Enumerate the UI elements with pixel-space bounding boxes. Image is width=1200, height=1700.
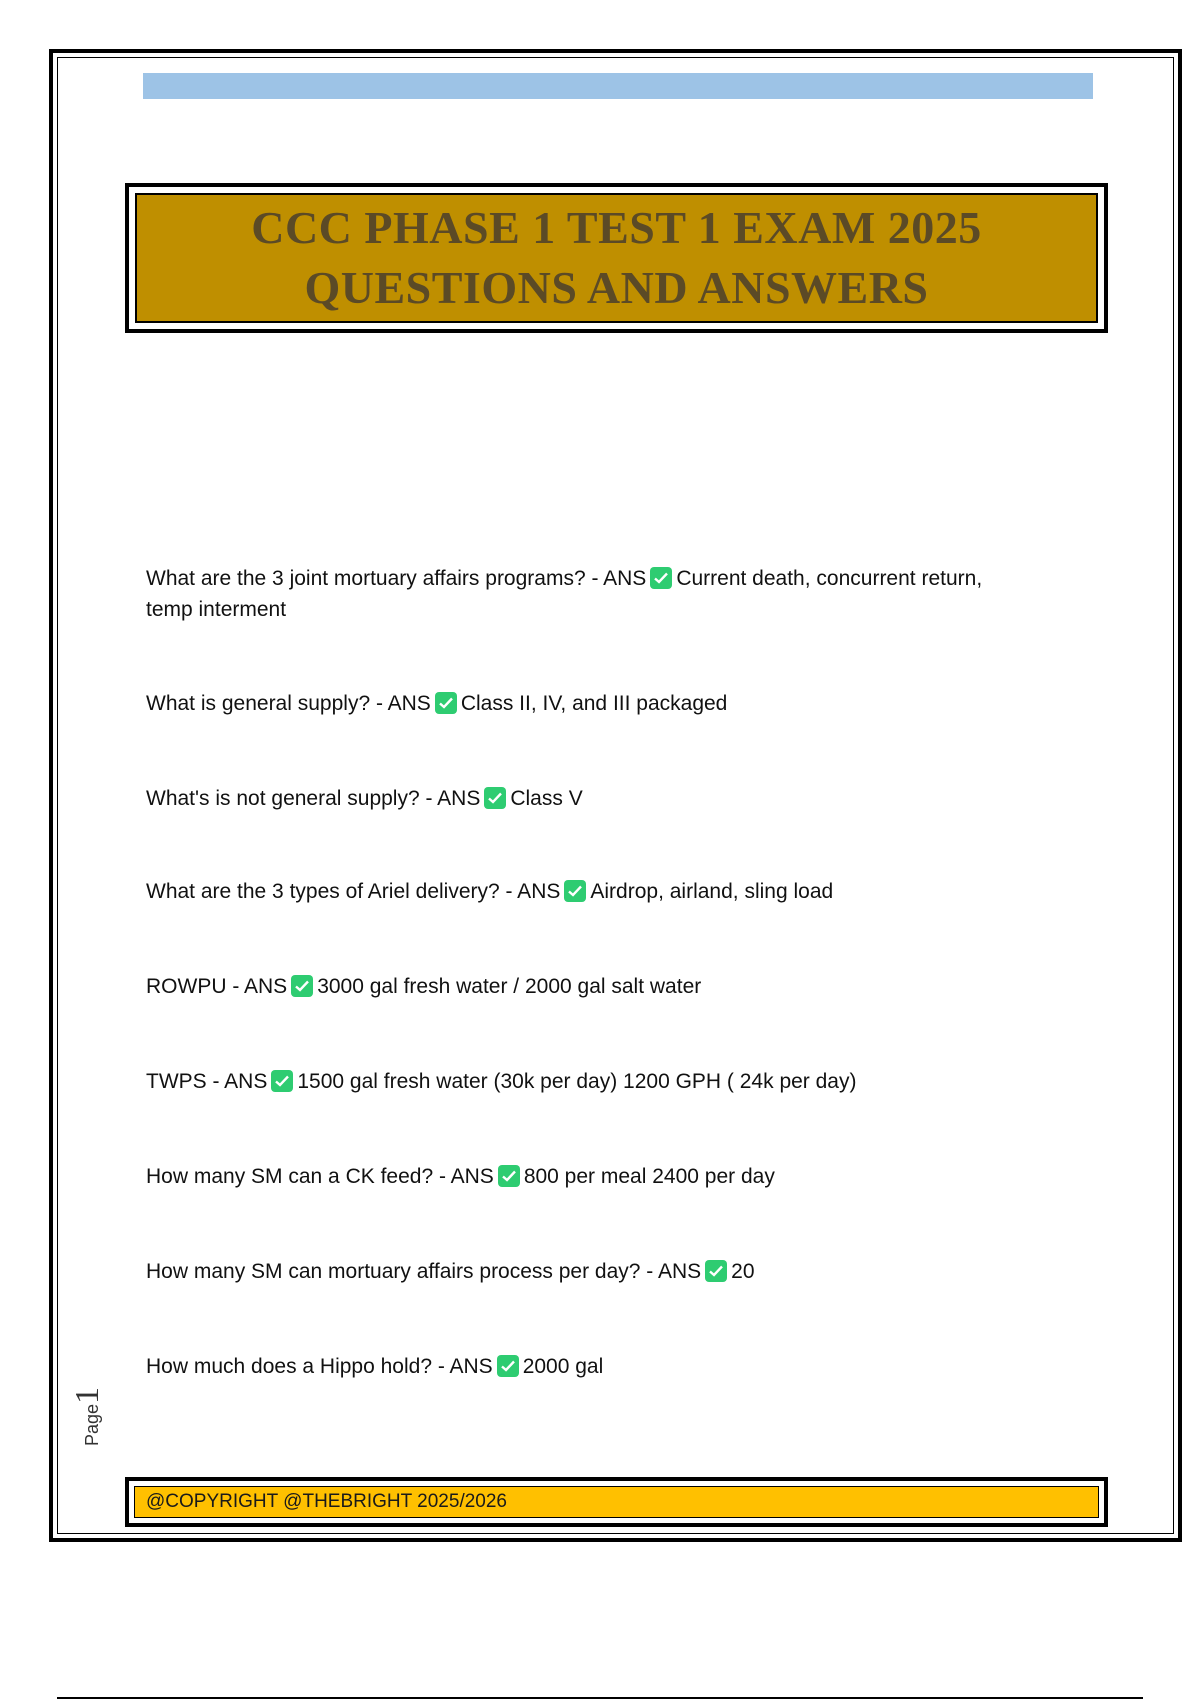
- copyright-footer: @COPYRIGHT @THEBRIGHT 2025/2026: [134, 1486, 1099, 1518]
- page-word: Page: [82, 1403, 102, 1446]
- qa-item: [146, 876, 1076, 907]
- answer: Current death, concurrent return,: [676, 567, 983, 590]
- answer: 20: [731, 1260, 755, 1283]
- check-mark-icon: [497, 1355, 519, 1377]
- check-mark-icon: [564, 880, 586, 902]
- answer: 800 per meal 2400 per day: [523, 1165, 775, 1188]
- title-box: [135, 193, 1098, 323]
- answer: Class II, IV, and III packaged: [460, 692, 728, 715]
- check-mark-icon: [435, 692, 457, 714]
- check-mark-icon: [291, 975, 313, 997]
- answer: Class V: [510, 787, 583, 810]
- title-frame: [125, 183, 1108, 333]
- question: ROWPU - ANS: [146, 975, 288, 998]
- qa-item: [146, 1351, 1076, 1382]
- question: What is general supply? - ANS: [146, 692, 431, 715]
- answer: 2000 gal: [522, 1355, 604, 1378]
- question: How many SM can a CK feed? - ANS: [146, 1165, 494, 1188]
- answer: 1500 gal fresh water (30k per day) 1200 GPH ( 24k per day): [297, 1070, 857, 1093]
- page-num: 1: [69, 1386, 106, 1404]
- header-band: [143, 73, 1093, 99]
- qa-item: [146, 783, 1076, 814]
- check-mark-icon: [484, 787, 506, 809]
- footer-frame: [125, 1477, 1108, 1527]
- bottom-divider: [57, 1697, 1143, 1699]
- check-mark-icon: [650, 567, 672, 589]
- check-mark-icon: [271, 1070, 293, 1092]
- qa-item: [146, 563, 1076, 625]
- qa-item: [146, 971, 1076, 1002]
- title-line-1: CCC PHASE 1 TEST 1 EXAM 2025: [251, 202, 982, 253]
- question: What are the 3 joint mortuary affairs programs? - ANS: [146, 567, 647, 590]
- qa-item: [146, 1066, 1076, 1097]
- question: How much does a Hippo hold? - ANS: [146, 1355, 493, 1378]
- answer: 3000 gal fresh water / 2000 gal salt water: [317, 975, 702, 998]
- title-line-2: QUESTIONS AND ANSWERS: [304, 262, 929, 313]
- qa-item: [146, 1161, 1076, 1192]
- question: TWPS - ANS: [146, 1070, 268, 1093]
- check-mark-icon: [705, 1260, 727, 1282]
- page-number: [57, 1380, 117, 1450]
- answer-continued: temp interment: [146, 598, 287, 621]
- qa-item: [146, 1256, 1076, 1287]
- page-number-text: [69, 1387, 107, 1446]
- question: How many SM can mortuary affairs process per day? - ANS: [146, 1260, 702, 1283]
- check-mark-icon: [498, 1165, 520, 1187]
- answer: Airdrop, airland, sling load: [590, 880, 834, 903]
- question: What are the 3 types of Ariel delivery? - ANS: [146, 880, 561, 903]
- qa-item: [146, 688, 1076, 719]
- question: What's is not general supply? - ANS: [146, 787, 481, 810]
